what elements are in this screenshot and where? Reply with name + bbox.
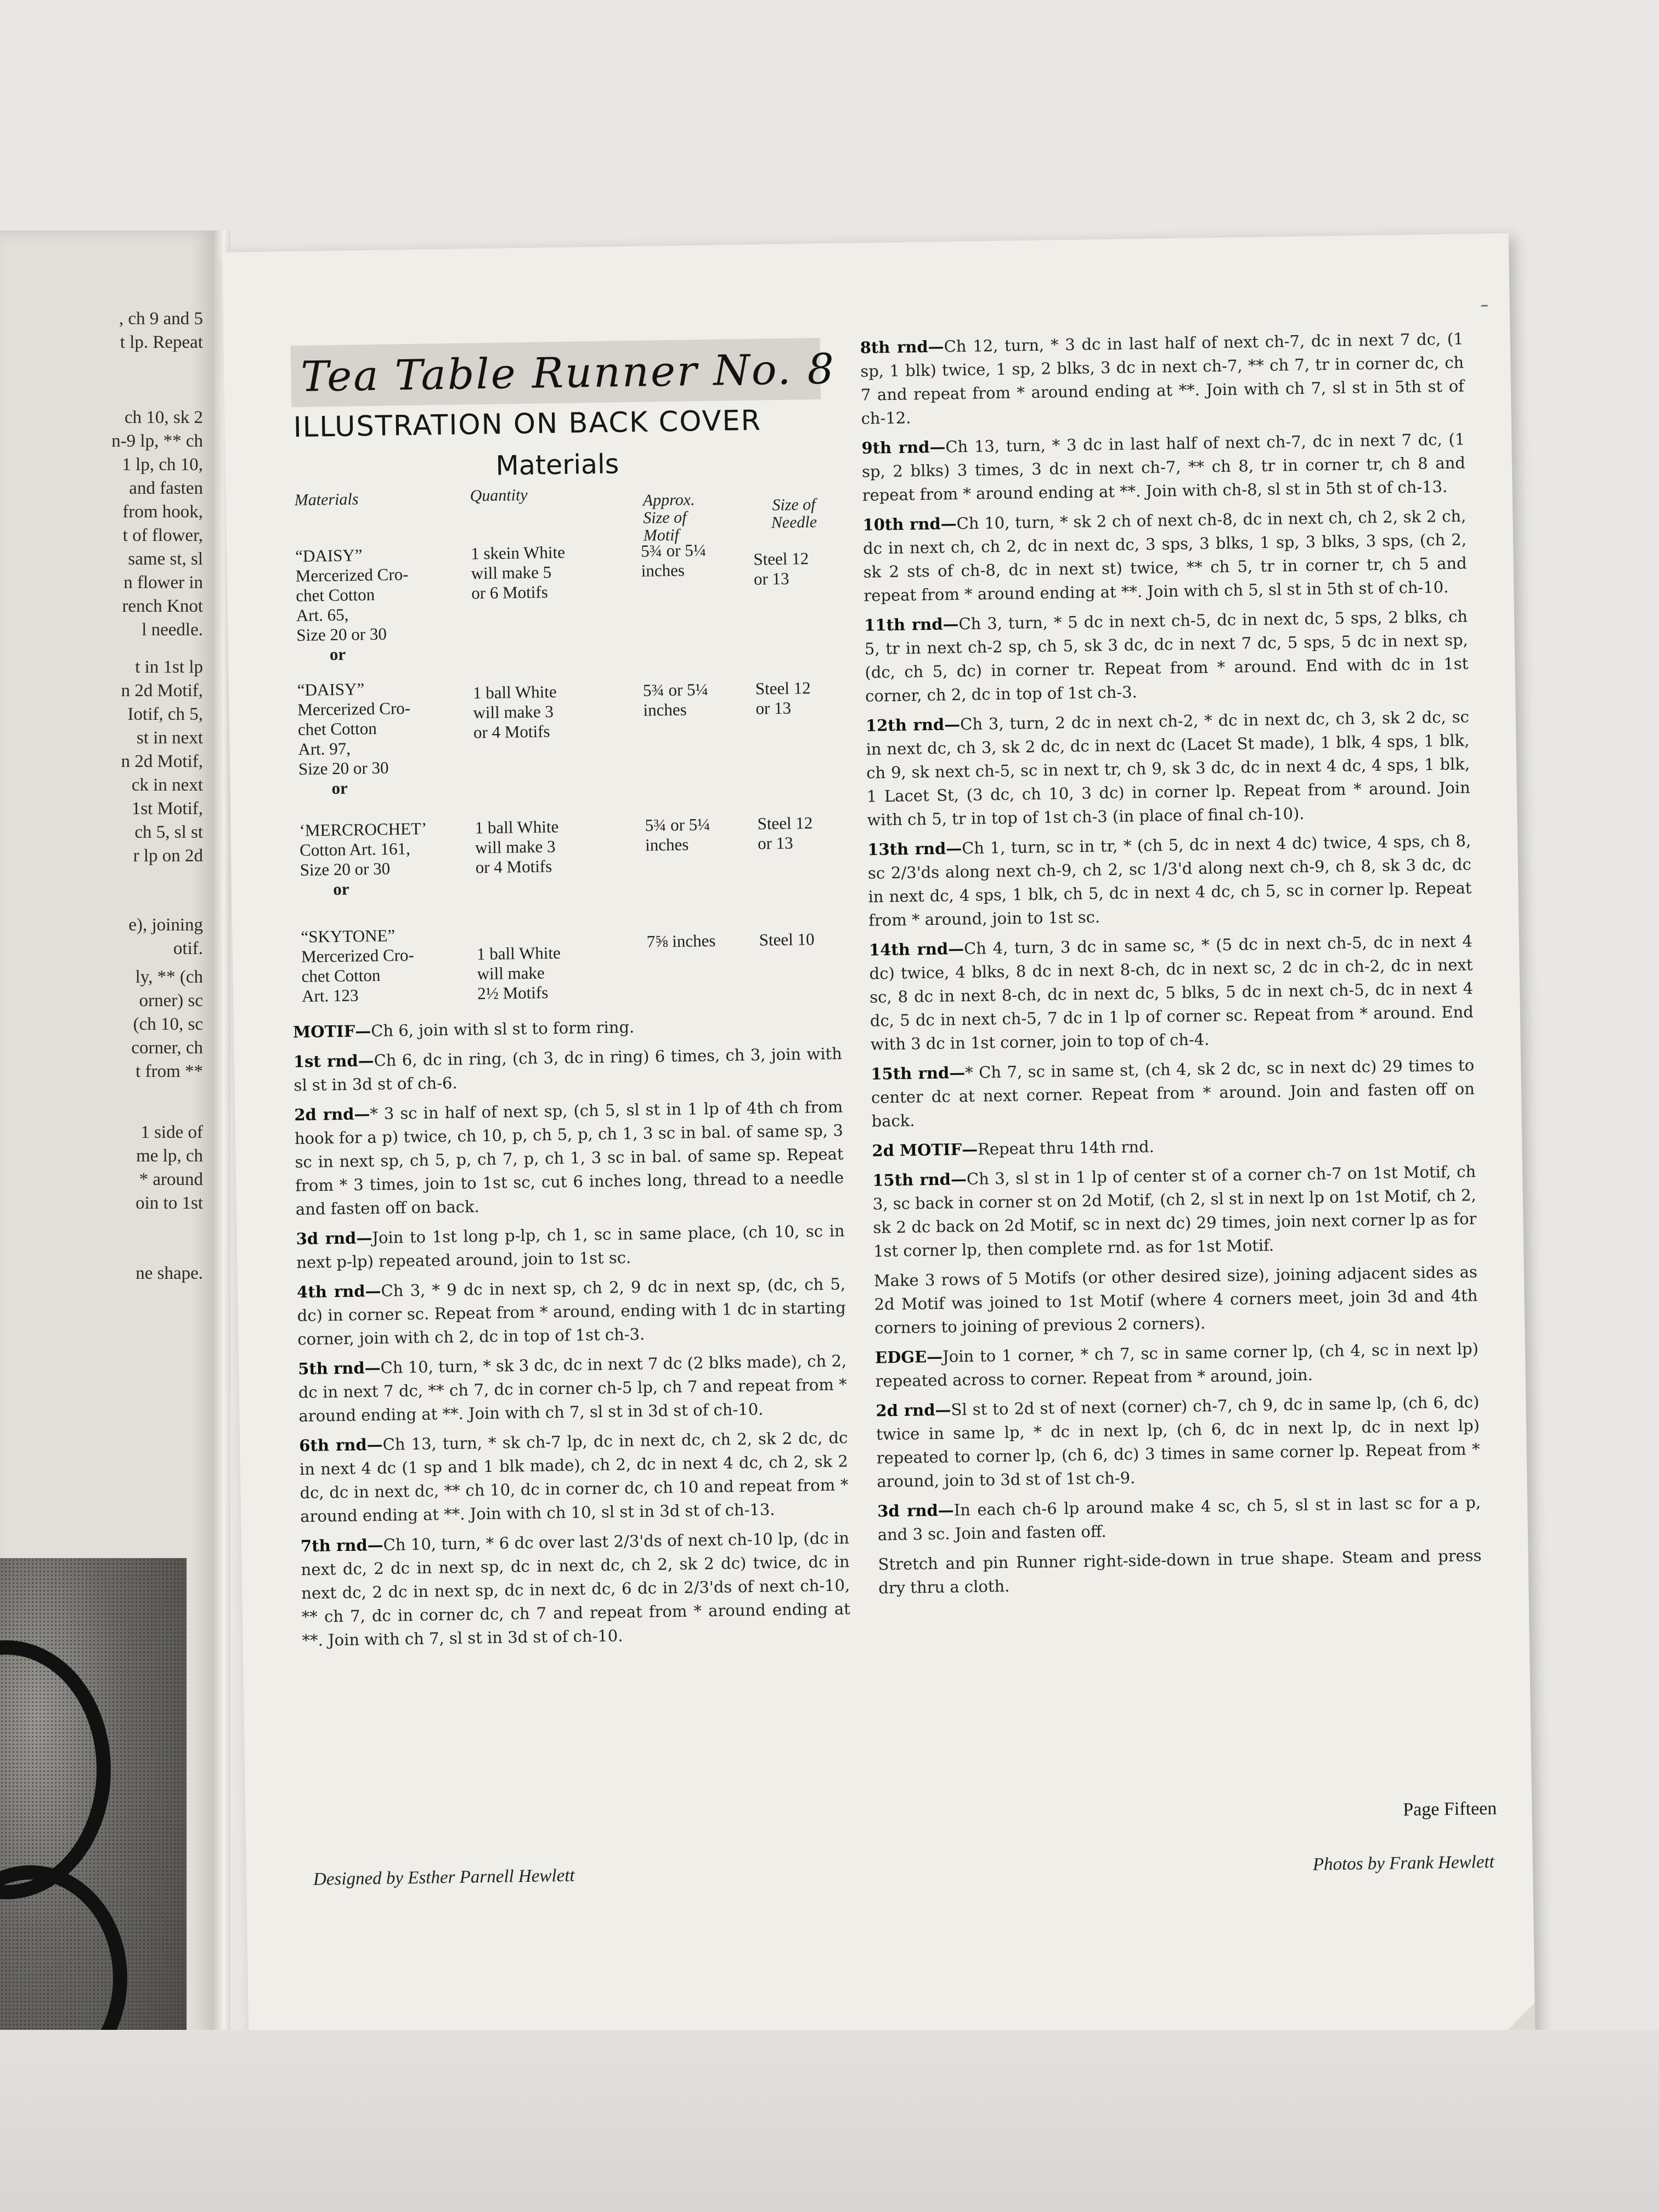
instruction-paragraph [294, 1042, 843, 1097]
motif-size: 5¾ or 5¼ inches [640, 540, 707, 580]
previous-page-line: corner, ch [131, 1038, 203, 1058]
previous-page-line: n flower in [123, 573, 203, 592]
previous-page-line: (ch 10, sc [133, 1014, 203, 1034]
page-title: Tea Table Runner No. 8 [300, 343, 836, 401]
round-label: 4th rnd— [296, 1281, 381, 1302]
photo-credit: Photos by Frank Hewlett [1312, 1852, 1495, 1875]
instruction-text: Ch 3, * 9 dc in next sp, ch 2, 9 dc in next sp, (dc, ch 5, dc) in corner sc. Repeat from * around, ending with 1 dc in starting corner, join with ch 2, dc in top of 1st ch-3. [297, 1274, 846, 1349]
round-label: 9th rnd— [861, 437, 946, 458]
column-header: Approx. Size of Motif [642, 490, 695, 545]
page-number: Page Fifteen [1403, 1798, 1497, 1820]
previous-page-line: ne shape. [136, 1263, 203, 1283]
round-label: EDGE— [874, 1347, 943, 1367]
round-label: 12th rnd— [865, 715, 961, 735]
material-text: “SKYTONE” Mercerized Cro- chet Cotton Art. 123 [301, 926, 414, 1006]
round-label: MOTIF— [292, 1022, 371, 1042]
instruction-paragraph [862, 504, 1467, 607]
or-label: or [331, 778, 348, 798]
previous-page-line: ly, ** (ch [135, 967, 203, 987]
instruction-text: Ch 12, turn, * 3 dc in last half of next ch-7, dc in next 7 dc, (1 sp, 1 blk) twice, 1 sp, 2 blks, 3 dc in next ch-7, ** ch 7, tr in corner dc, ch 7 and repeat from * around ending at **. Join with ch 7, sl st in 5th st of ch-12. [860, 329, 1465, 428]
previous-page-photo [0, 1558, 187, 2046]
round-label: 10th rnd— [862, 514, 957, 534]
previous-page-line: * around [139, 1170, 203, 1189]
instruction-paragraph [871, 1053, 1475, 1133]
instruction-paragraph [864, 605, 1469, 708]
material-name [301, 925, 466, 1006]
column-header: Quantity [470, 486, 528, 505]
table-surface [0, 2030, 1659, 2212]
motif-size: 5¾ or 5¼ inches [645, 814, 710, 855]
instruction-text: Ch 13, turn, * sk ch-7 lp, dc in next dc, ch 2, sk 2 dc, dc in next 4 dc (1 sp and 1 blk made), ch 2, dc in next 4 dc, ch 2, sk 2 dc, dc in next dc, ** ch 10, dc in corner dc, ch 10 and repeat from * around ending at **. Join with ch 10, sl st in 3d st of ch-13. [299, 1428, 849, 1526]
previous-page-line: orner) sc [139, 991, 203, 1011]
material-quantity: 1 skein White will make 5 or 6 Motifs [470, 542, 566, 603]
instruction-paragraph [869, 929, 1474, 1056]
instruction-paragraph [877, 1491, 1481, 1547]
page-subtitle: ILLUSTRATION ON BACK COVER [293, 404, 762, 444]
designer-credit: Designed by Esther Parnell Hewlett [313, 1865, 575, 1889]
material-text: “DAISY” Mercerized Cro- chet Cotton Art. 65, Size 20 or 30 [295, 545, 409, 645]
round-label: 13th rnd— [867, 839, 962, 859]
instruction-paragraph [874, 1260, 1479, 1340]
or-label: or [329, 644, 346, 664]
instruction-paragraph [876, 1390, 1480, 1493]
instruction-paragraph [296, 1219, 845, 1274]
round-label: 6th rnd— [299, 1435, 383, 1455]
instruction-text: Join to 1 corner, * ch 7, sc in same corner lp, (ch 4, sc in next lp) repeated across to corner. Repeat from * around, join. [875, 1339, 1479, 1391]
page-mark [1481, 305, 1488, 307]
previous-page-line: 1st Motif, [131, 799, 203, 819]
instruction-text: Ch 6, join with sl st to form ring. [370, 1018, 635, 1041]
material-name [299, 819, 465, 900]
previous-page-line: n 2d Motif, [121, 681, 203, 701]
round-label: 2d rnd— [876, 1400, 951, 1420]
instruction-paragraph [866, 705, 1471, 832]
previous-page-line: t lp. Repeat [120, 332, 203, 352]
instruction-text: Join to 1st long p-lp, ch 1, sc in same place, (ch 10, sc in next p-lp) repeated around, join to 1st sc. [296, 1221, 845, 1272]
instruction-paragraph [875, 1337, 1479, 1393]
motif-size: 7⅝ inches [646, 930, 716, 951]
instruction-text: Ch 6, dc in ring, (ch 3, dc in ring) 6 times, ch 3, join with sl st in 3d st of ch-6. [294, 1044, 843, 1095]
previous-page-line: otif. [173, 939, 203, 958]
instruction-text: Make 3 rows of 5 Motifs (or other desired size), joining adjacent sides as 2d Motif was joined to 1st Motif (where 4 corners meet, join 3d and 4th corners to joining of previous 2 corners). [873, 1262, 1478, 1338]
previous-page-line: from hook, [122, 502, 203, 522]
previous-page-line: r lp on 2d [133, 846, 203, 866]
instruction-paragraph [301, 1526, 851, 1652]
previous-page-line: and fasten [129, 478, 203, 498]
instruction-text: Ch 3, turn, 2 dc in next ch-2, * dc in next dc, ch 3, sk 2 dc, sc in next dc, ch 3, sk 2 dc, dc in next dc (Lacet St made), 1 blk, 4 sps, 1 blk, ch 9, sk next ch-5, sc in next tr, ch 9, sk 3 dc, dc in next 4 dc, 4 sps, 1 blk, 1 Lacet St, (3 dc, ch 10, 3 dc) in corner lp. Repeat from * around. Join with ch 5, tr in top of 1st ch-3 (in place of final ch-10). [866, 707, 1470, 830]
round-label: 11th rnd— [864, 614, 959, 635]
instruction-text: Ch 10, turn, * sk 2 ch of next ch-8, dc in next ch, ch 2, sk 2 ch, dc in next ch, ch 2, dc in next dc, 3 sps, 3 blks, 1 sp, 3 blks, 3 sps, (ch 2, sk 2 sts of ch-8, dc in next st) twice, ** ch 5, tr in corner tr, ch 5 and repeat from * around ending at **. Join with ch 5, sl st in 5th st of ch-10. [862, 506, 1467, 605]
previous-page-line: ch 5, sl st [134, 822, 203, 842]
previous-page-line: 1 side of [140, 1122, 203, 1142]
previous-page-line: n-9 lp, ** ch [111, 431, 203, 451]
instruction-paragraph [294, 1095, 844, 1221]
round-label: 8th rnd— [860, 337, 944, 357]
previous-page-line: e), joining [128, 915, 203, 935]
instruction-paragraph [861, 427, 1466, 507]
instruction-paragraph [860, 327, 1464, 430]
previous-page-line: oin to 1st [136, 1193, 203, 1213]
booklet-page [222, 233, 1536, 2059]
column-header: Materials [294, 490, 359, 510]
motif-size: 5¾ or 5¼ inches [642, 679, 709, 720]
material-quantity: 1 ball White will make 3 or 4 Motifs [472, 682, 557, 742]
instruction-paragraph [867, 829, 1472, 932]
previous-page-line: ch 10, sk 2 [125, 408, 203, 427]
instruction-text: Repeat thru 14th rnd. [977, 1137, 1155, 1159]
previous-page-line: rench Knot [122, 596, 203, 616]
instructions-left-column [293, 1012, 851, 1658]
needle-size: Steel 12 or 13 [753, 549, 809, 589]
instruction-text: * Ch 7, sc in same st, (ch 4, sk 2 dc, sc in next dc) 29 times to center dc at next corner. Repeat from * around. Join and fasten off on back. [871, 1056, 1475, 1131]
instructions-right-column [860, 327, 1482, 1606]
column-header: Size of Needle [771, 495, 817, 532]
previous-page-line: st in next [137, 728, 203, 748]
instruction-text: Sl st to 2d st of next (corner) ch-7, ch 9, dc in same lp, (ch 6, dc) twice in same lp, * dc in next lp, (ch 6, dc in next lp, dc in next lp) repeated to corner lp, (ch 6, dc) 3 times in same corner lp. Repeat from * around, join to 3d st of 1st ch-9. [876, 1392, 1480, 1491]
instruction-text: Ch 1, turn, sc in tr, * (ch 5, dc in next 4 dc) twice, 4 sps, ch 8, sc 2/3'ds along next ch-9, ch 2, sc 1/3'd along next ch-9, ch 8, sk 3 dc, dc in next dc, 4 sps, 1 blk, ch 5, dc in next 4 dc, ch 5, sc in corner lp. Repeat from * around, join to 1st sc. [867, 831, 1472, 930]
instruction-text: Ch 4, turn, 3 dc in same sc, * (5 dc in next ch-5, dc in next 4 dc) twice, 4 blks, 8 dc in next 8-ch, dc in next sc, 2 dc in ch-2, dc in next sc, 8 dc in next 8-ch, dc in next dc, 5 blks, 5 dc in next ch-5, dc in next 4 dc, 5 dc in next ch-5, 7 dc in 1 lp of corner sc. Repeat from * around. End with 3 dc in 1st corner, join to top of ch-4. [869, 932, 1474, 1054]
previous-page-line: same st, sl [128, 549, 203, 569]
round-label: 3d rnd— [296, 1228, 373, 1249]
round-label: 2d MOTIF— [872, 1139, 978, 1160]
instruction-paragraph [299, 1426, 849, 1528]
previous-page [0, 230, 214, 2046]
instruction-text: Stretch and pin Runner right-side-down in true shape. Steam and press dry thru a cloth. [878, 1546, 1482, 1598]
round-label: 15th rnd— [872, 1170, 967, 1190]
instruction-text: Ch 13, turn, * 3 dc in last half of next ch-7, dc in next 7 dc, (1 sp, 2 blks) 3 times, 3 dc in next ch-7, ** ch 8, tr in corner tr, ch 8 and repeat from * around ending at **. Join with ch-8, sl st in 5th st of ch-13. [861, 430, 1466, 505]
needle-size: Steel 10 [759, 929, 815, 950]
instruction-paragraph [293, 1012, 842, 1044]
material-text: “DAISY” Mercerized Cro- chet Cotton Art. 97, Size 20 or 30 [297, 679, 411, 779]
instruction-text: Ch 3, sl st in 1 lp of center st of a corner ch-7 on 1st Motif, ch 3, sc back in corner st on 2d Motif, (ch 2, sl st in next lp on 1st Motif, ch 2, sk 2 dc back on 2d Motif, sc in next dc) 29 times, join next corner lp as for 1st corner lp, then complete rnd. as for 1st Motif. [872, 1162, 1477, 1261]
round-label: 14th rnd— [868, 939, 964, 960]
instruction-paragraph [872, 1130, 1476, 1163]
previous-page-line: t of flower, [122, 526, 203, 545]
instruction-text: Ch 10, turn, * 6 dc over last 2/3'ds of next ch-10 lp, (dc in next dc, 2 dc in next sp, dc in next dc, ch 2, sk 2 dc) twice, dc in next dc, 2 dc in next sp, dc in next dc, 6 dc in 2/3'ds of next ch-10, ** ch 7, dc in corner dc, ch 7 and repeat from * around ending at **. Join with ch 7, sl st in 3d st of ch-10. [301, 1528, 851, 1650]
round-label: 1st rnd— [293, 1051, 374, 1071]
previous-page-line: me lp, ch [136, 1146, 203, 1166]
round-label: 5th rnd— [297, 1358, 381, 1379]
instruction-paragraph [872, 1160, 1477, 1263]
instruction-text: Ch 3, turn, * 5 dc in next ch-5, dc in next dc, 5 sps, 2 blks, ch 5, tr in next ch-2 sp, ch 5, sk 3 dc, dc in next 7 dc, 5 sps, 5 dc in next sp, (dc, ch 5, dc) in corner tr. Repeat from * around. End with dc in 1st corner, ch 2, dc in top of 1st ch-3. [864, 607, 1469, 706]
material-name [295, 544, 456, 665]
previous-page-line: t in 1st lp [135, 657, 203, 677]
instruction-text: In each ch-6 lp around make 4 sc, ch 5, sl st in last sc for a p, and 3 sc. Join and fasten off. [877, 1493, 1481, 1544]
material-text: ‘MERCROCHET’ Cotton Art. 161, Size 20 or 30 [299, 819, 427, 880]
material-name [297, 678, 458, 799]
instruction-paragraph [298, 1349, 848, 1428]
round-label: 7th rnd— [300, 1535, 383, 1556]
material-quantity: 1 ball White will make 2½ Motifs [476, 943, 561, 1003]
round-label: 2d rnd— [294, 1104, 370, 1125]
material-quantity: 1 ball White will make 3 or 4 Motifs [475, 817, 559, 877]
previous-page-line: n 2d Motif, [121, 752, 203, 771]
materials-heading: Materials [495, 448, 619, 482]
previous-page-line: ck in next [131, 775, 203, 795]
previous-page-line: 1 lp, ch 10, [122, 455, 203, 475]
instruction-text: Ch 10, turn, * sk 3 dc, dc in next 7 dc (2 blks made), ch 2, dc in next 7 dc, ** ch 7, dc in corner ch-5 lp, ch 7 and repeat from * around ending at **. Join with ch 7, sl st in 3d st of ch-10. [298, 1351, 847, 1426]
round-label: 3d rnd— [877, 1500, 955, 1521]
previous-page-line: t from ** [136, 1062, 203, 1081]
round-label: 15th rnd— [871, 1063, 966, 1084]
previous-page-line: l needle. [142, 620, 203, 640]
previous-page-line: Iotif, ch 5, [127, 704, 203, 724]
or-label: or [332, 879, 349, 899]
needle-size: Steel 12 or 13 [757, 813, 813, 853]
needle-size: Steel 12 or 13 [755, 678, 811, 718]
previous-page-line: , ch 9 and 5 [119, 309, 203, 329]
instruction-paragraph [297, 1272, 847, 1351]
instruction-paragraph [878, 1544, 1482, 1600]
instruction-text: * 3 sc in half of next sp, (ch 5, sl st in 1 lp of 4th ch from hook for a p) twice, ch 10, p, ch 5, p, ch 1, 3 sc in bal. of same sp, 3 sc in next sp, ch 5, p, ch 7, p, ch 1, 3 sc in bal. of same sp. Repeat from * 3 times, join to 1st sc, cut 6 inches long, thread to a needle and fasten off on back. [294, 1097, 844, 1219]
title-banner [291, 338, 836, 407]
